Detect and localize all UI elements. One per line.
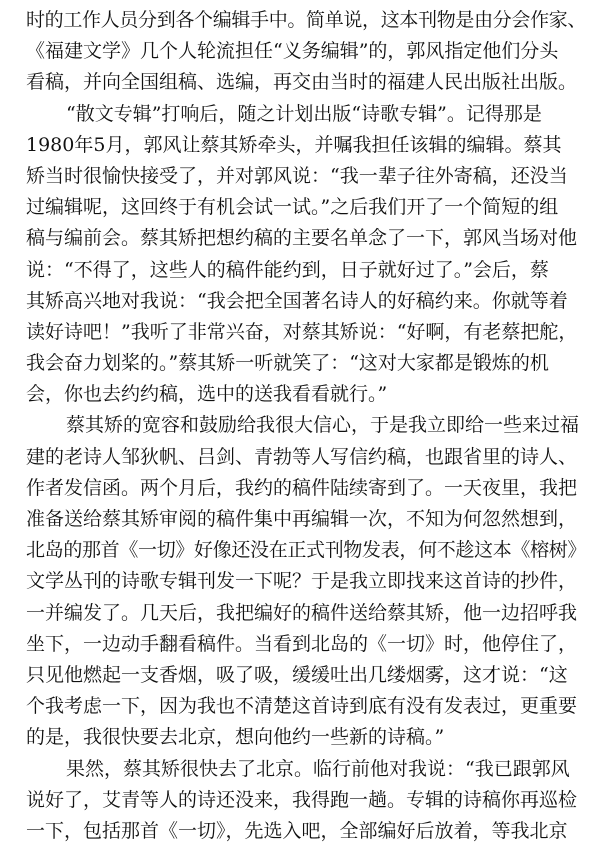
text-line: 建的老诗人邹狄帆、吕剑、青勃等人写信约稿，也跟省里的诗人、 <box>26 445 578 468</box>
text-line: 准备送给蔡其矫审阅的稿件集中再编辑一次，不知为何忽然想到， <box>26 508 578 530</box>
text-line: 北岛的那首《一切》好像还没在正式刊物发表，何不趁这本《榕树》 <box>26 539 586 562</box>
paragraph-first-line: 果然，蔡其矫很快去了北京。临行前他对我说：“我已跟郭风 <box>66 757 570 780</box>
text-line: 时的工作人员分到各个编辑手中。简单说，这本刊物是由分会作家、 <box>26 9 586 31</box>
paragraph-first-line: 蔡其矫的宽容和鼓励给我很大信心，于是我立即给一些来过福 <box>66 414 580 437</box>
text-line: 我会奋力划桨的。”蔡其矫一听就笑了：“这对大家都是锻炼的机 <box>26 352 549 375</box>
text-line: 其矫高兴地对我说：“我会把全国著名诗人的好稿约来。你就等着 <box>26 289 568 312</box>
text-line: 一下，包括那首《一切》，先选入吧，全部编好后放着，等我北京 <box>26 819 568 842</box>
text-line: 一并编发了。几天后，我把编好的稿件送给蔡其矫，他一边招呼我 <box>26 601 578 624</box>
text-line: 文学丛刊的诗歌专辑刊发一下呢？于是我立即找来这首诗的抄件， <box>26 570 578 593</box>
text-line: 会，你也去约约稿，选中的送我看看就行。” <box>26 383 388 406</box>
text-line: 《福建文学》几个人轮流担任“义务编辑”的，郭风指定他们分头 <box>26 40 559 63</box>
text-line: 稿与编前会。蔡其矫把想约稿的主要名单念了一下，郭风当场对他 <box>26 227 578 250</box>
text-line: 个我考虑一下，因为我也不清楚这首诗到底有没有发表过，更重要 <box>26 695 578 718</box>
paragraph-first-line: “散文专辑”打响后，随之计划出版“诗歌专辑”。记得那是 <box>66 102 542 125</box>
text-line: 矫当时很愉快接受了，并对郭风说：“我一辈子往外寄稿，还没当 <box>26 164 568 187</box>
text-line: 坐下，一边动手翻看稿件。当看到北岛的《一切》时，他停住了， <box>26 632 578 655</box>
text-line: 1980年5月，郭风让蔡其矫牵头，并嘱我担任该辑的编辑。蔡其 <box>26 133 562 156</box>
body-text <box>26 5 586 847</box>
text-line: 说：“不得了，这些人的稿件能约到，日子就好过了。”会后，蔡 <box>26 258 549 281</box>
text-line: 只见他燃起一支香烟，吸了吸，缓缓吐出几缕烟雾，这才说：“这 <box>26 663 568 686</box>
text-line: 作者发信函。两个月后，我约的稿件陆续寄到了。一天夜里，我把 <box>26 476 578 499</box>
text-line: 过编辑呢，这回终于有机会试一试。”之后我们开了一个简短的组 <box>26 196 559 219</box>
text-line: 看稿，并向全国组稿、选编，再交由当时的福建人民出版社出版。 <box>26 71 578 94</box>
text-line: 说好了，艾青等人的诗还没来，我得跑一趟。专辑的诗稿你再巡检 <box>26 788 578 811</box>
text-line: 的是，我很快要去北京，想向他约一些新的诗稿。” <box>26 726 445 749</box>
text-line: 读好诗吧！”我听了非常兴奋，对蔡其矫说：“好啊，有老蔡把舵， <box>26 320 578 343</box>
